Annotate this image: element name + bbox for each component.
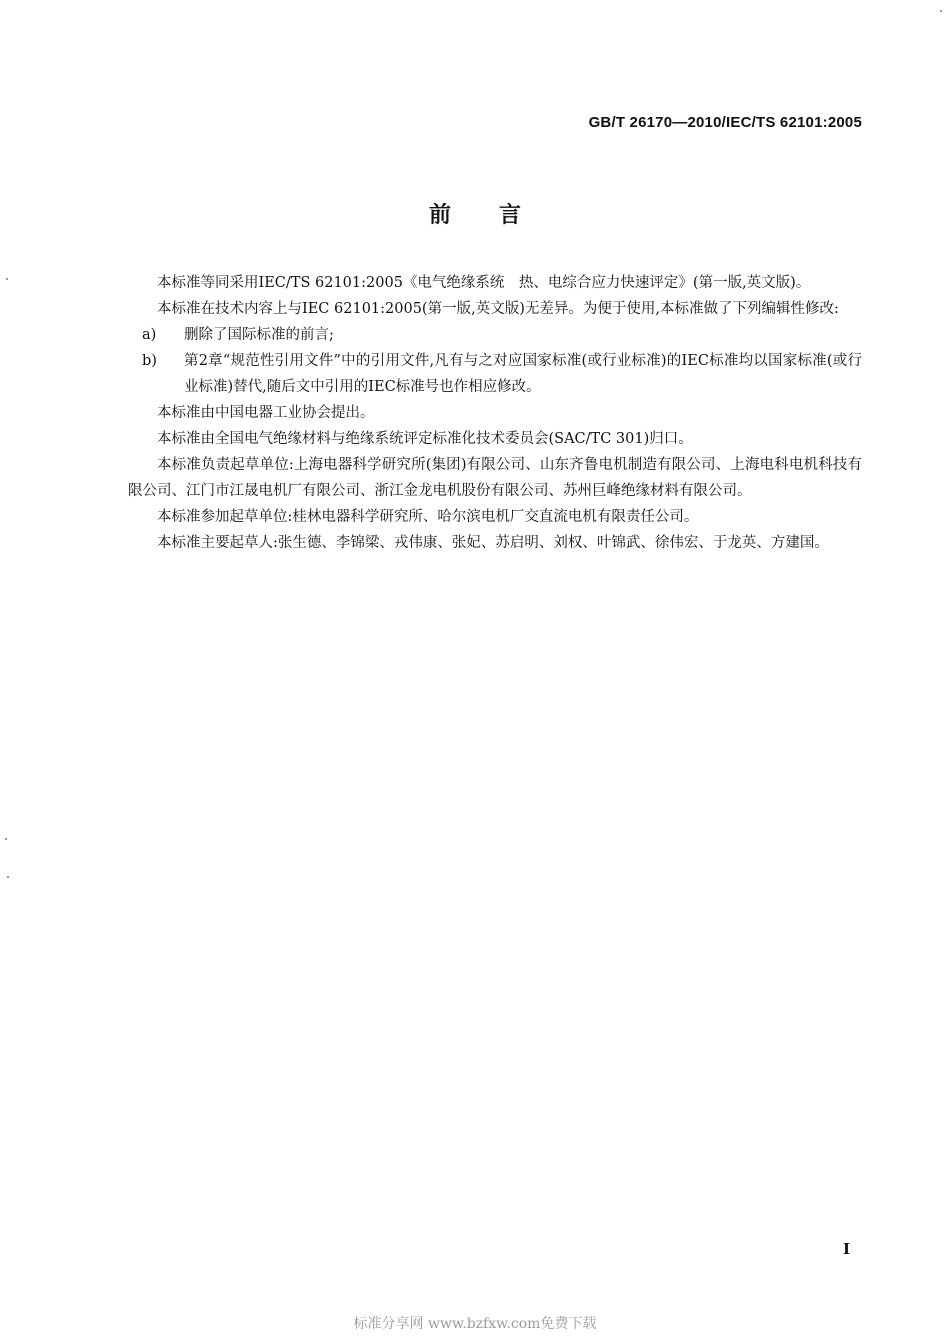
paragraph-proposer: 本标准由中国电器工业协会提出。 xyxy=(157,405,375,421)
list-item xyxy=(128,348,862,400)
list-item-text: 删除了国际标准的前言; xyxy=(184,327,334,343)
paragraph-committee: 本标准由全国电气绝缘材料与绝缘系统评定标准化技术委员会(SAC/TC 301)归口。 xyxy=(157,431,693,447)
page-title: 前言 xyxy=(428,203,569,228)
scan-speck xyxy=(5,838,7,840)
scan-speck xyxy=(6,278,8,280)
list-item-text: 第2章“规范性引用文件”中的引用文件,凡有与之对应国家标准(或行业标准)的IEC标准均以国家标准(或行业标准)替代,随后文中引用的IEC标准号也作相应修改。 xyxy=(184,353,862,395)
scan-speck xyxy=(940,10,942,12)
paragraph-drafters: 本标准主要起草人:张生德、李锦梁、戎伟康、张妃、苏启明、刘权、叶锦武、徐伟宏、于龙英、方建国。 xyxy=(157,535,829,551)
paragraph-participating-units: 本标准参加起草单位:桂林电器科学研究所、哈尔滨电机厂交直流电机有限责任公司。 xyxy=(157,509,699,525)
page-number: I xyxy=(842,1240,850,1258)
paragraph-drafting-units: 本标准负责起草单位:上海电器科学研究所(集团)有限公司、山东齐鲁电机制造有限公司、上海电科电机科技有限公司、江门市江晟电机厂有限公司、浙江金龙电机股份有限公司、苏州巨峰绝缘材料有限公司。 xyxy=(128,457,862,499)
paragraph-differences: 本标准在技术内容上与IEC 62101:2005(第一版,英文版)无差异。为便于使用,本标准做了下列编辑性修改: xyxy=(157,301,839,317)
list-item-marker: a) xyxy=(142,327,157,343)
list-item-marker: b) xyxy=(142,353,157,369)
list-item xyxy=(128,322,862,348)
footer-watermark: 标准分享网 www.bzfxw.com免费下载 xyxy=(353,1316,597,1332)
scan-speck xyxy=(7,876,9,878)
standard-number: GB/T 26170—2010/IEC/TS 62101:2005 xyxy=(588,114,862,131)
document-body xyxy=(128,270,862,556)
paragraph-adoption: 本标准等同采用IEC/TS 62101:2005《电气绝缘系统 热、电综合应力快速评定》(第一版,英文版)。 xyxy=(157,275,811,291)
